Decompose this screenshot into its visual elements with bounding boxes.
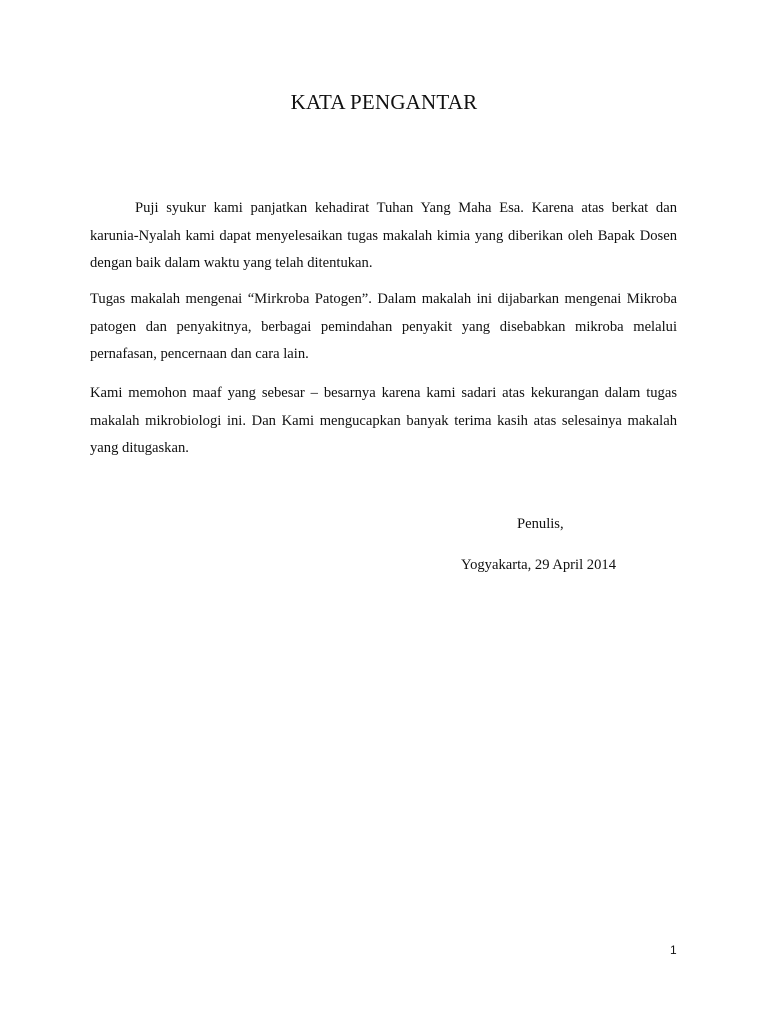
paragraph-intro: Puji syukur kami panjatkan kehadirat Tuhan Yang Maha Esa. Karena atas berkat dan karunia-Nyalah kami dapat menyelesaikan tugas makalah kimia yang diberikan oleh Bapak Dosen dengan baik dalam waktu yang telah ditentukan. bbox=[90, 200, 677, 271]
page-number: 1 bbox=[670, 943, 677, 957]
signature-place-date: Yogyakarta, 29 April 2014 bbox=[461, 557, 616, 573]
signature-role: Penulis, bbox=[517, 516, 564, 532]
paragraph-topic: Tugas makalah mengenai “Mirkroba Patogen”. Dalam makalah ini dijabarkan mengenai Mikroba patogen dan penyakitnya, berbagai pemindahan penyakit yang disebabkan mikroba melalui pernafasan, pencernaan dan cara lain. bbox=[90, 291, 677, 362]
page-title: KATA PENGANTAR bbox=[290, 90, 478, 114]
paragraph-closing: Kami memohon maaf yang sebesar – besarnya karena kami sadari atas kekurangan dalam tugas makalah mikrobiologi ini. Dan Kami mengucapkan banyak terima kasih atas selesainya makalah yang ditugaskan. bbox=[90, 385, 677, 456]
